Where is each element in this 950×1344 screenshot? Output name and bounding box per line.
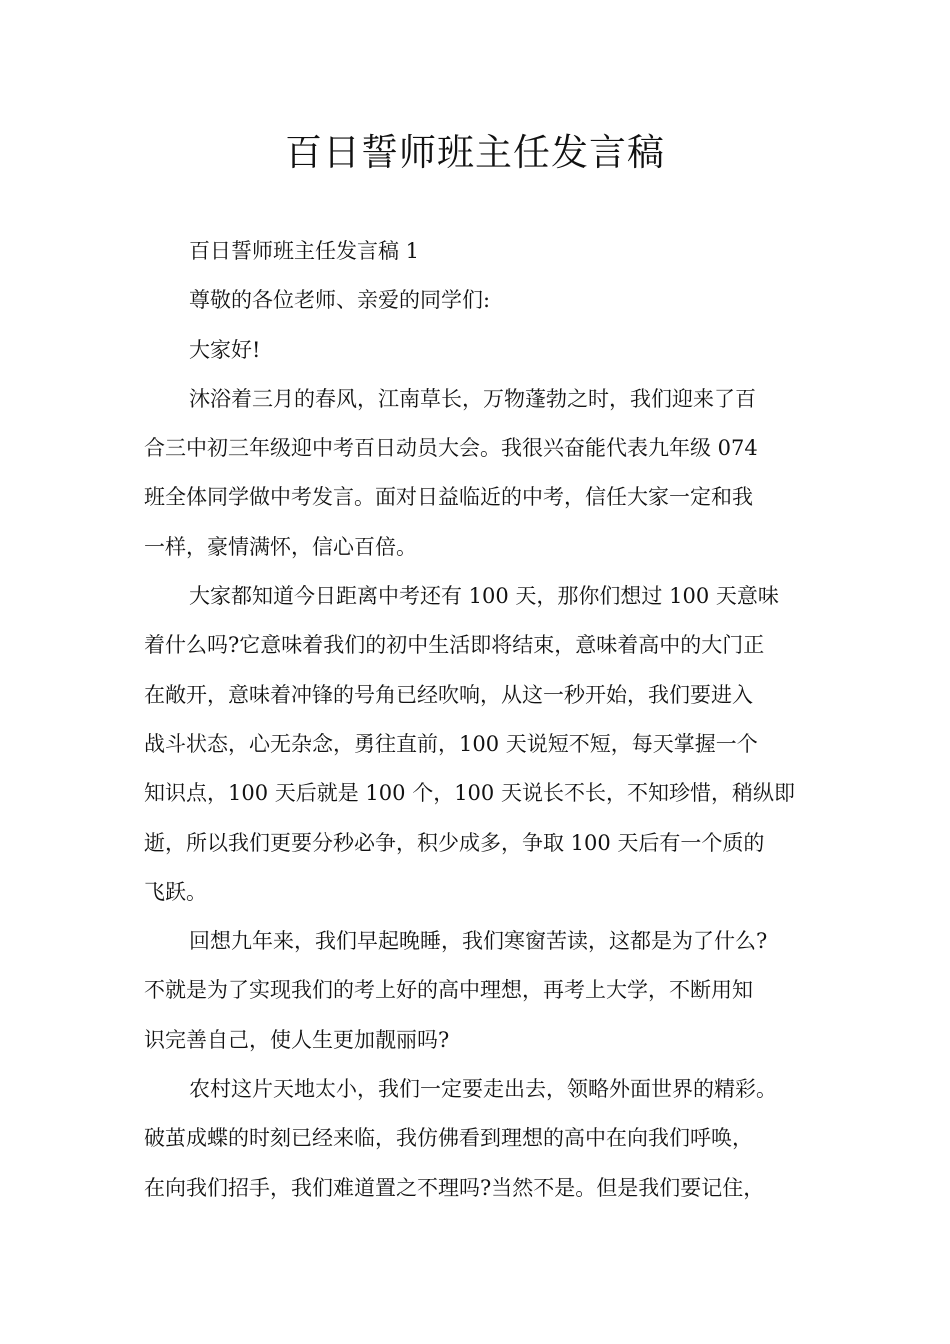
text-line: 农村这片天地太小，我们一定要走出去，领略外面世界的精彩。 — [189, 1077, 777, 1102]
text-line: 破茧成蝶的时刻已经来临，我仿佛看到理想的高中在向我们呼唤， — [144, 1126, 753, 1151]
text-line: 大家都知道今日距离中考还有 100 天，那你们想过 100 天意味 — [189, 584, 779, 609]
text-line: 在向我们招手，我们难道置之不理吗?当然不是。但是我们要记住， — [144, 1175, 765, 1200]
document-title: 百日誓师班主任发言稿 — [285, 131, 665, 174]
paragraph-body-4 — [144, 1065, 814, 1213]
document-body — [144, 227, 814, 1213]
text-line: 飞跃。 — [144, 879, 207, 904]
text-line: 百日誓师班主任发言稿 1 — [189, 239, 420, 263]
text-line: 不就是为了实现我们的考上好的高中理想，再考上大学，不断用知 — [144, 978, 753, 1003]
paragraph-salutation — [144, 276, 814, 325]
paragraph-body-1 — [144, 375, 814, 572]
text-line: 班全体同学做中考发言。面对日益临近的中考，信任大家一定和我 — [144, 485, 753, 510]
paragraph-body-3 — [144, 917, 814, 1065]
text-line: 着什么吗?它意味着我们的初中生活即将结束，意味着高中的大门正 — [144, 633, 765, 658]
text-line: 尊敬的各位老师、亲爱的同学们: — [189, 288, 491, 313]
text-line: 战斗状态，心无杂念，勇往直前，100 天说短不短，每天掌握一个 — [144, 731, 758, 756]
text-line: 大家好! — [189, 337, 261, 362]
text-line: 知识点，100 天后就是 100 个，100 天说长不长，不知珍惜，稍纵即 — [144, 781, 795, 806]
text-line: 回想九年来，我们早起晚睡，我们寒窗苦读，这都是为了什么? — [189, 929, 768, 954]
paragraph-body-2 — [144, 572, 814, 917]
text-line: 逝，所以我们更要分秒必争，积少成多，争取 100 天后有一个质的 — [144, 830, 765, 855]
paragraph-subtitle — [144, 227, 814, 276]
text-line: 一样，豪情满怀，信心百倍。 — [144, 534, 417, 559]
paragraph-greeting — [144, 326, 814, 375]
text-line: 识完善自己，使人生更加靓丽吗? — [144, 1027, 450, 1052]
text-line: 在敞开，意味着冲锋的号角已经吹响，从这一秒开始，我们要进入 — [144, 682, 753, 707]
text-line: 沐浴着三月的春风，江南草长，万物蓬勃之时，我们迎来了百 — [189, 386, 756, 411]
text-line: 合三中初三年级迎中考百日动员大会。我很兴奋能代表九年级 074 — [144, 436, 758, 461]
